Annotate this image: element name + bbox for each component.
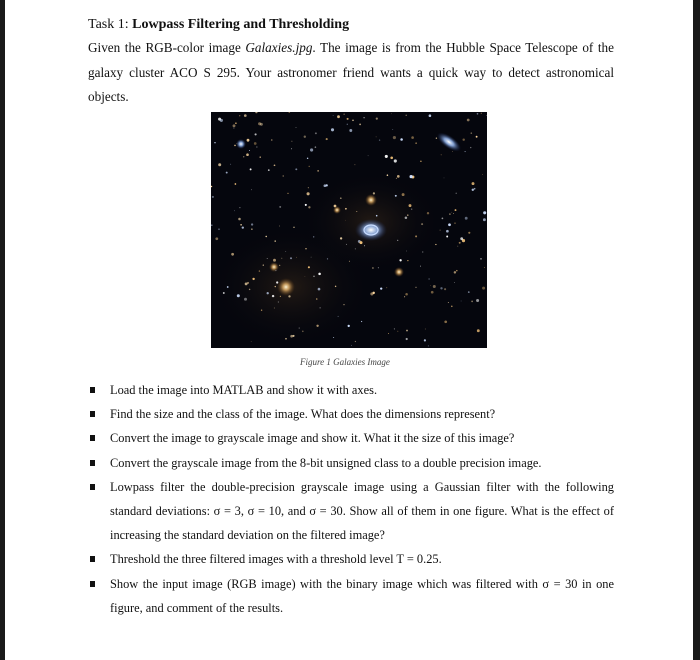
intro-paragraph <box>88 36 614 110</box>
star-dot <box>279 206 281 208</box>
star-dot <box>233 128 234 129</box>
star-dot <box>428 278 429 279</box>
galaxies-image <box>211 112 487 348</box>
list-item <box>88 547 614 571</box>
star-dot <box>402 193 405 196</box>
star-dot <box>260 156 261 157</box>
star-dot <box>467 119 470 122</box>
star-dot <box>484 267 485 268</box>
star-dot <box>290 257 292 259</box>
star-dot <box>405 293 408 296</box>
star-dot <box>218 163 221 166</box>
star-dot <box>311 257 312 258</box>
list-item-text: Show the input image (RGB image) with the binary image which was filtered with σ = 30 in one figure, and comment of the results. <box>110 576 614 615</box>
star-dot <box>446 236 448 238</box>
star-dot <box>385 155 388 158</box>
star-dot <box>388 333 389 334</box>
star-dot <box>271 139 272 140</box>
star-dot <box>397 240 398 241</box>
star-dot <box>305 276 306 277</box>
star-dot <box>406 330 408 332</box>
list-item-text: Lowpass filter the double-precision grayscale image using a Gaussian filter with the following standard deviations: σ = 3, σ = 10, and σ = 30. Show all of them in one figure. What is the effect of increasing the standard deviation on the filtered image? <box>110 479 614 543</box>
star-dot <box>251 341 252 342</box>
star-dot <box>472 182 475 185</box>
star-dot <box>259 270 260 271</box>
star-dot <box>318 273 321 276</box>
star-dot <box>348 325 350 327</box>
star-dot <box>444 178 445 179</box>
star-dot <box>331 128 334 131</box>
star-dot <box>274 307 275 308</box>
list-item-text: Load the image into MATLAB and show it with axes. <box>110 383 378 397</box>
star-dot <box>363 117 364 118</box>
star-dot <box>249 289 251 291</box>
intro-part2: . The image is from the Hubble Space Telescope of the galaxy cluster ACO S 295. Your astronomer friend wants a quick way to detect astronomical objects. <box>88 40 614 104</box>
star-dot <box>465 217 468 220</box>
star-dot <box>386 287 387 288</box>
star-dot <box>307 158 308 159</box>
star-dot <box>461 301 462 302</box>
star-dot <box>364 245 365 246</box>
list-item <box>88 426 614 450</box>
star-dot <box>355 248 356 249</box>
document-page <box>88 14 614 615</box>
star-dot <box>252 278 254 280</box>
star-dot <box>354 164 355 165</box>
list-item <box>88 572 614 620</box>
star-dot <box>316 299 317 300</box>
star-dot <box>471 301 473 303</box>
star-dot <box>237 294 240 297</box>
star-dot <box>313 275 315 277</box>
star-dot <box>268 169 270 171</box>
star-dot <box>444 288 446 290</box>
star-dot <box>235 122 237 124</box>
star-dot <box>406 251 407 252</box>
bullet-icon <box>90 484 95 490</box>
star-dot <box>372 292 374 294</box>
star-dot <box>233 124 236 127</box>
star-dot <box>246 153 249 156</box>
star-dot <box>454 282 455 283</box>
star-dot <box>352 119 354 121</box>
star-dot <box>249 150 250 151</box>
star-dot <box>376 118 378 120</box>
star-dot <box>351 345 352 346</box>
star-dot <box>274 240 275 241</box>
star-dot <box>304 136 306 138</box>
star-dot <box>315 132 317 134</box>
star-dot <box>472 189 474 191</box>
star-dot <box>411 209 412 210</box>
task-title: Lowpass Filtering and Thresholding <box>132 17 350 32</box>
star-dot <box>291 148 292 149</box>
list-item-text: Convert the grayscale image from the 8-bit unsigned class to a double precision image. <box>110 455 542 470</box>
star-dot <box>476 299 479 302</box>
star-dot <box>456 270 458 272</box>
star-dot <box>265 236 266 237</box>
star-dot <box>378 267 379 268</box>
star-dot <box>338 316 339 317</box>
star-dot <box>399 259 401 261</box>
star-dot <box>379 139 380 140</box>
star-dot <box>317 170 318 171</box>
star-dot <box>440 230 441 231</box>
galaxies-figure <box>211 112 487 348</box>
star-dot <box>307 192 310 195</box>
star-dot <box>287 193 288 194</box>
star-dot <box>340 237 342 239</box>
star-dot <box>481 113 482 114</box>
star-dot <box>242 226 244 228</box>
star-dot <box>429 114 432 117</box>
star-dot <box>280 296 281 297</box>
task-list <box>88 378 614 620</box>
star-dot <box>393 136 396 139</box>
star-dot <box>394 328 395 329</box>
star-dot <box>433 285 436 288</box>
star-dot <box>223 292 225 294</box>
star-dot <box>281 258 282 259</box>
star-dot <box>442 218 444 220</box>
star-dot <box>359 124 361 126</box>
star-dot <box>272 295 274 297</box>
star-dot <box>456 193 457 194</box>
star-dot <box>267 292 269 294</box>
star-dot <box>404 296 405 297</box>
bullet-icon <box>90 460 95 466</box>
star-dot <box>410 175 413 178</box>
star-dot <box>345 208 347 210</box>
star-dot <box>415 142 416 143</box>
star-dot <box>291 141 292 142</box>
list-item <box>88 378 614 402</box>
star-dot <box>211 224 213 226</box>
star-dot <box>251 228 252 229</box>
star-dot <box>234 210 235 211</box>
intro-part1: Given the RGB-color image <box>88 40 246 55</box>
star-dot <box>361 321 362 322</box>
list-item-text: Threshold the three filtered images with a threshold level T = 0.25. <box>110 552 442 567</box>
star-dot <box>299 328 300 329</box>
star-dot <box>376 215 378 217</box>
star-dot <box>468 232 470 234</box>
star-dot <box>243 156 244 157</box>
star-dot <box>420 266 421 267</box>
star-dot <box>454 271 456 273</box>
star-dot <box>482 287 485 290</box>
star-dot <box>474 188 476 190</box>
star-dot <box>227 286 229 288</box>
star-dot <box>460 237 463 240</box>
star-dot <box>256 146 257 147</box>
bullet-icon <box>90 556 95 562</box>
star-dot <box>295 168 297 170</box>
star-dot <box>396 178 397 179</box>
star-dot <box>247 282 249 284</box>
star-dot <box>212 196 214 198</box>
star-dot <box>425 329 426 330</box>
star-dot <box>231 253 234 256</box>
star-dot <box>453 213 454 214</box>
star-dot <box>275 286 276 287</box>
star-dot <box>261 310 262 311</box>
list-item-text: Convert the image to grayscale image and show it. What it the size of this image? <box>110 431 515 446</box>
list-item <box>88 475 614 548</box>
star-dot <box>239 207 240 208</box>
star-dot <box>482 174 483 175</box>
star-dot <box>368 155 369 156</box>
star-dot <box>308 206 310 208</box>
star-dot <box>310 148 313 151</box>
star-dot <box>415 235 417 237</box>
star-dot <box>239 115 240 116</box>
star-dot <box>308 266 310 268</box>
star-dot <box>345 220 346 221</box>
star-dot <box>218 228 220 230</box>
star-dot <box>347 124 348 125</box>
task-heading <box>88 14 614 36</box>
star-dot <box>435 244 436 245</box>
star-dot <box>313 236 314 237</box>
star-dot <box>327 258 328 259</box>
star-dot <box>238 218 241 221</box>
star-dot <box>247 139 250 142</box>
star-dot <box>283 175 284 176</box>
star-dot <box>470 147 471 148</box>
star-dot <box>397 331 398 332</box>
star-dot <box>356 211 357 212</box>
list-item <box>88 451 614 475</box>
star-dot <box>457 246 458 247</box>
star-dot <box>255 133 257 135</box>
star-dot <box>250 168 252 170</box>
star-dot <box>337 115 340 118</box>
left-border <box>0 0 5 660</box>
bullet-icon <box>90 411 95 417</box>
star-dot <box>454 222 455 223</box>
star-dot <box>411 136 414 139</box>
star-dot <box>451 212 452 213</box>
star-dot <box>349 129 352 132</box>
star-dot <box>279 265 280 266</box>
star-dot <box>407 260 408 261</box>
figure-caption: Figure 1 Galaxies Image <box>300 357 390 367</box>
star-dot <box>347 118 349 120</box>
star-dot <box>340 197 342 199</box>
star-dot <box>288 295 290 297</box>
star-dot <box>424 339 426 341</box>
star-dot <box>290 335 293 338</box>
star-dot <box>344 114 345 115</box>
star-dot <box>477 329 480 332</box>
star-dot <box>355 341 356 342</box>
star-dot <box>349 261 350 262</box>
star-dot <box>326 138 328 140</box>
star-dot <box>421 223 423 225</box>
bullet-icon <box>90 387 95 393</box>
star-dot <box>407 214 408 215</box>
star-dot <box>452 151 453 152</box>
star-dot <box>346 244 347 245</box>
star-dot <box>427 212 429 214</box>
star-dot <box>254 142 257 145</box>
star-dot <box>333 115 334 116</box>
star-dot <box>316 325 318 327</box>
star-dot <box>240 224 242 226</box>
star-dot <box>483 211 486 214</box>
star-dot <box>285 338 287 340</box>
star-dot <box>465 151 466 152</box>
star-dot <box>455 209 457 211</box>
star-dot <box>308 187 309 188</box>
star-dot <box>409 204 412 207</box>
star-dot <box>448 302 449 303</box>
star-dot <box>462 138 464 140</box>
star-dot <box>480 258 481 259</box>
star-dot <box>305 248 306 249</box>
task-prefix: Task 1: <box>88 17 133 32</box>
star-dot <box>428 345 429 346</box>
star-dot <box>380 287 382 289</box>
star-dot <box>486 115 487 116</box>
star-dot <box>448 223 451 226</box>
star-dot <box>431 291 434 294</box>
star-dot <box>315 146 317 148</box>
star-dot <box>436 138 437 139</box>
star-dot <box>459 242 461 244</box>
star-dot <box>226 172 228 174</box>
star-dot <box>278 302 279 303</box>
list-item-text: Find the size and the class of the image. What does the dimensions represent? <box>110 407 496 422</box>
star-dot <box>392 129 393 130</box>
star-dot <box>406 115 407 116</box>
star-dot <box>477 113 479 115</box>
star-dot <box>263 264 264 265</box>
star-dot <box>214 142 215 143</box>
star-dot <box>471 132 473 134</box>
star-dot <box>400 138 403 141</box>
star-dot <box>476 136 478 138</box>
star-dot <box>397 175 400 178</box>
star-dot <box>251 223 253 225</box>
star-dot <box>286 251 287 252</box>
star-dot <box>483 218 486 221</box>
bullet-icon <box>90 435 95 441</box>
list-item <box>88 402 614 426</box>
star-dot <box>449 213 451 215</box>
star-dot <box>376 137 377 138</box>
star-dot <box>296 257 297 258</box>
star-dot <box>415 287 416 288</box>
star-dot <box>451 306 453 308</box>
star-dot <box>326 184 328 186</box>
star-dot <box>220 119 223 122</box>
star-dot <box>446 230 449 233</box>
star-dot <box>267 258 268 259</box>
star-dot <box>343 304 344 305</box>
star-dot <box>372 267 374 269</box>
star-dot <box>394 159 397 162</box>
star-dot <box>309 166 310 167</box>
star-dot <box>391 113 392 114</box>
star-dot <box>273 259 276 262</box>
star-dot <box>387 174 389 176</box>
star-dot <box>468 291 470 293</box>
star-dot <box>373 192 375 194</box>
star-dot <box>440 287 442 289</box>
star-dot <box>244 114 247 117</box>
star-dot <box>235 183 237 185</box>
star-dot <box>444 320 447 323</box>
star-dot <box>318 288 321 291</box>
star-dot <box>422 252 423 253</box>
star-dot <box>279 226 280 227</box>
intro-filename: Galaxies.jpg <box>245 40 313 55</box>
star-dot <box>305 204 307 206</box>
star-dot <box>390 156 393 159</box>
star-dot <box>430 285 431 286</box>
bullet-icon <box>90 581 95 587</box>
star-dot <box>234 145 236 147</box>
star-dot <box>420 161 422 163</box>
star-dot <box>230 164 231 165</box>
star-dot <box>395 195 397 197</box>
star-dot <box>359 241 362 244</box>
star-dot <box>320 307 321 308</box>
star-dot <box>333 337 334 338</box>
right-border <box>693 0 700 660</box>
star-dot <box>296 127 297 128</box>
star-dot <box>302 331 304 333</box>
star-dot <box>274 164 276 166</box>
star-dot <box>251 189 252 190</box>
star-dot <box>405 216 408 219</box>
star-dot <box>244 298 247 301</box>
star-dot <box>260 123 263 126</box>
star-dot <box>335 286 336 287</box>
star-dot <box>215 237 218 240</box>
star-dot <box>406 338 408 340</box>
star-dot <box>293 227 294 228</box>
star-dot <box>441 154 442 155</box>
